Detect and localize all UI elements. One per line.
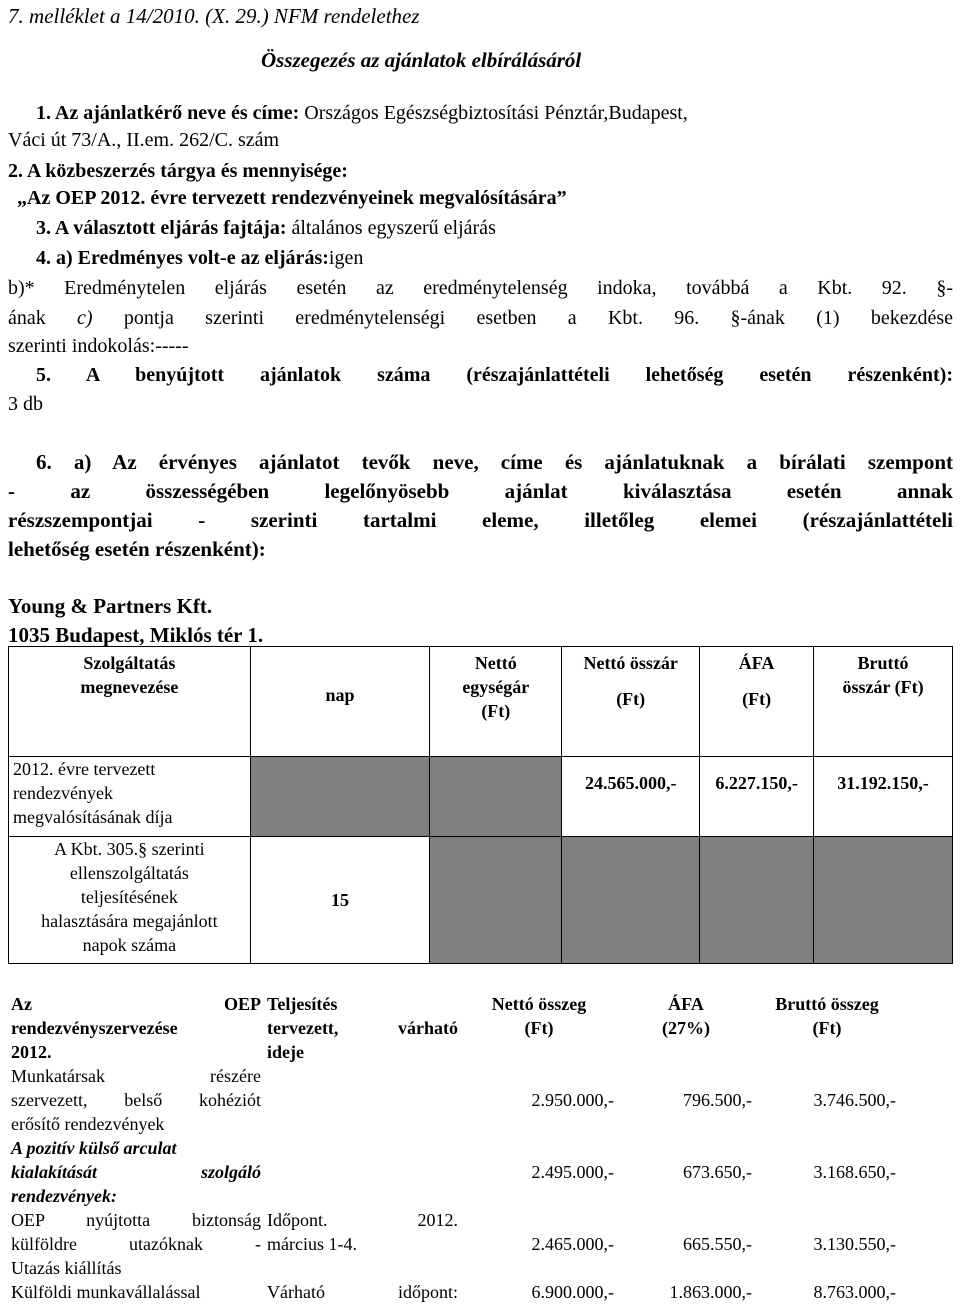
header-gross xyxy=(814,647,953,757)
breakdown-row-image-vat: 673.650,- xyxy=(683,1162,752,1182)
breakdown-header-time-l2b: várható xyxy=(398,1018,458,1038)
row-deferral-unit-shaded xyxy=(430,837,562,964)
breakdown-row-staff-name xyxy=(8,1064,264,1136)
breakdown-header-event-l1 xyxy=(11,992,261,1016)
row-deferral-name xyxy=(9,837,251,964)
breakdown-row-foreign-l1: Külföldi munkavállalással xyxy=(11,1282,201,1302)
item-4a-value: igen xyxy=(328,247,364,269)
row-fee-name-l2: rendezvények xyxy=(13,783,113,803)
breakdown-header-time-l3: ideje xyxy=(267,1042,304,1062)
breakdown-header-vat-l2: (27%) xyxy=(662,1018,710,1038)
breakdown-row-travel-time-l1a: Időpont. xyxy=(267,1210,328,1230)
item-2-label: 2. A közbeszerzés tárgya és mennyisége: xyxy=(8,160,348,182)
item-3-value: általános egyszerű eljárás xyxy=(286,217,496,239)
breakdown-row-travel-time-l1 xyxy=(267,1208,458,1232)
row-fee-name xyxy=(9,757,251,837)
header-day-text: nap xyxy=(325,685,355,705)
header-unit-l2: egységár xyxy=(462,677,530,697)
breakdown-row-image-gross: 3.168.650,- xyxy=(813,1162,896,1182)
breakdown-row-foreign-time-l1a: Várható xyxy=(267,1282,325,1302)
breakdown-row-staff-time xyxy=(264,1064,461,1136)
breakdown-row-image-l2: kialakítását szolgáló xyxy=(11,1162,261,1182)
item-6-line-4: lehetőség esetén részenként): xyxy=(8,537,266,561)
breakdown-header-net-l1: Nettó összeg xyxy=(491,994,587,1014)
item-4b-line-2-b: pontja szerinti eredménytelenségi esetben a Kbt. 96. §-ának (1) bekezdése xyxy=(92,307,953,329)
breakdown-row-image-l1: A pozitív külső arculat xyxy=(11,1138,177,1158)
header-vat-l2: (Ft) xyxy=(742,689,772,709)
breakdown-row-travel-l2: külföldre utazóknak - xyxy=(11,1234,261,1254)
breakdown-row-foreign-net: 6.900.000,- xyxy=(531,1282,614,1302)
row-deferral-days: 15 xyxy=(250,837,430,964)
offer-table-row-deferral xyxy=(9,837,953,964)
breakdown-header-spacer xyxy=(899,992,953,1064)
breakdown-header-gross xyxy=(755,992,899,1064)
breakdown-header-time xyxy=(264,992,461,1064)
offer-table-header-row xyxy=(9,647,953,757)
annex-reference: 7. melléklet a 14/2010. (X. 29.) NFM rendelethez xyxy=(8,4,420,28)
item-1-line xyxy=(36,100,688,127)
item-4b-line-2 xyxy=(8,305,953,332)
breakdown-header-event-l1b: OEP xyxy=(223,994,261,1014)
item-1-value: Országos Egészségbiztosítási Pénztár,Budapest, xyxy=(299,102,688,124)
breakdown-header-net xyxy=(461,992,617,1064)
item-4a-label: 4. a) Eredményes volt-e az eljárás: xyxy=(36,247,329,269)
breakdown-row-foreign-name xyxy=(8,1280,264,1304)
header-gross-l1: Bruttó xyxy=(857,653,909,673)
breakdown-row-foreign-spacer xyxy=(899,1280,953,1304)
header-service xyxy=(9,647,251,757)
breakdown-header-vat-l1: ÁFA xyxy=(668,994,704,1014)
row-deferral-name-l1: A Kbt. 305.§ szerinti xyxy=(54,839,205,859)
offer-table-row-fee xyxy=(9,757,953,837)
document-title: Összegezés az ajánlatok elbírálásáról xyxy=(261,48,582,72)
breakdown-row-travel-l1: OEP nyújtotta biztonság xyxy=(11,1210,261,1230)
breakdown-header-gross-l2: (Ft) xyxy=(812,1018,842,1038)
row-deferral-vat-shaded xyxy=(700,837,814,964)
item-2-value-text: „Az OEP 2012. évre tervezett rendezvényeinek megvalósítására” xyxy=(17,187,567,209)
row-fee-unit-shaded xyxy=(430,757,562,837)
row-deferral-name-l3: teljesítésének xyxy=(80,887,178,907)
item-6-line-2: - az összességében legelőnyösebb ajánlat kiválasztása esetén annak xyxy=(8,479,953,503)
breakdown-header-time-l2a: tervezett, xyxy=(267,1018,339,1038)
breakdown-row-image-l3: rendezvények: xyxy=(11,1186,117,1206)
breakdown-row-staff-l1: Munkatársak részére xyxy=(11,1066,261,1086)
bidder-name: Young & Partners Kft. xyxy=(8,594,213,618)
item-4b-point-c: c) xyxy=(77,307,93,329)
breakdown-row-staff-vat: 796.500,- xyxy=(683,1090,752,1110)
row-fee-vat: 6.227.150,- xyxy=(700,757,814,837)
breakdown-row-travel-net: 2.465.000,- xyxy=(531,1234,614,1254)
breakdown-row-travel-name xyxy=(8,1208,264,1280)
row-deferral-net-shaded xyxy=(562,837,700,964)
row-deferral-name-l5: napok száma xyxy=(82,935,177,955)
breakdown-header-row xyxy=(8,992,953,1064)
item-1-label: 1. Az ajánlatkérő neve és címe: xyxy=(36,102,300,124)
item-5-value: 3 db xyxy=(8,393,43,415)
header-vat-l1: ÁFA xyxy=(738,653,775,673)
breakdown-row-staff-net: 2.950.000,- xyxy=(531,1090,614,1110)
row-fee-name-l3: megvalósításának díja xyxy=(13,807,173,827)
item-6-line-1: 6. a) Az érvényes ajánlatot tevők neve, címe és ajánlatuknak a bírálati szempont xyxy=(36,450,953,474)
breakdown-row-travel-time-l1b: 2012. xyxy=(417,1210,458,1230)
breakdown-row-image-time xyxy=(264,1136,461,1208)
row-deferral-name-l2: ellenszolgáltatás xyxy=(69,863,189,883)
breakdown-row-staff-l2: szervezett, belső kohéziót xyxy=(11,1090,261,1110)
breakdown-header-net-l2: (Ft) xyxy=(524,1018,554,1038)
row-deferral-gross-shaded xyxy=(814,837,953,964)
row-fee-day-shaded xyxy=(250,757,430,837)
row-fee-gross: 31.192.150,- xyxy=(814,757,953,837)
breakdown-row-image-net: 2.495.000,- xyxy=(531,1162,614,1182)
breakdown-row-image xyxy=(8,1136,953,1208)
bidder-address: 1035 Budapest, Miklós tér 1. xyxy=(8,623,264,647)
item-5-label: 5. A benyújtott ajánlatok száma (részajánlattételi lehetőség esetén részenként): xyxy=(36,364,953,386)
breakdown-header-event-l3: 2012. xyxy=(11,1042,52,1062)
header-net-l1: Nettó összár xyxy=(583,653,678,673)
item-4b-line-2-a: ának xyxy=(8,307,78,329)
breakdown-header-vat xyxy=(617,992,755,1064)
item-4a-line xyxy=(36,245,363,272)
event-breakdown-table xyxy=(8,992,953,1304)
header-net-l2: (Ft) xyxy=(616,689,646,709)
breakdown-row-travel-time xyxy=(264,1208,461,1280)
breakdown-header-gross-l1: Bruttó összeg xyxy=(775,994,879,1014)
breakdown-row-foreign-gross: 8.763.000,- xyxy=(813,1282,896,1302)
header-net-total xyxy=(562,647,700,757)
row-fee-net: 24.565.000,- xyxy=(562,757,700,837)
breakdown-row-travel-spacer xyxy=(899,1208,953,1280)
row-fee-name-l1: 2012. évre tervezett xyxy=(13,759,156,779)
header-vat xyxy=(700,647,814,757)
breakdown-row-foreign-time-l1b: időpont: xyxy=(397,1282,458,1302)
breakdown-row-foreign-vat: 1.863.000,- xyxy=(669,1282,752,1302)
breakdown-row-staff-spacer xyxy=(899,1064,953,1136)
header-unit-l1: Nettó xyxy=(474,653,517,673)
item-4b-line-1: b)* Eredménytelen eljárás esetén az eredménytelenség indoka, továbbá a Kbt. 92. §- xyxy=(8,277,953,299)
item-1-value-cont: Váci út 73/A., II.em. 262/C. szám xyxy=(8,129,280,151)
breakdown-row-travel-l3: Utazás kiállítás xyxy=(11,1258,122,1278)
breakdown-row-travel-vat: 665.550,- xyxy=(683,1234,752,1254)
breakdown-header-event-l1a: Az xyxy=(11,994,32,1014)
breakdown-row-foreign xyxy=(8,1280,953,1304)
header-unit-price xyxy=(430,647,562,757)
breakdown-header-time-l2 xyxy=(267,1016,458,1040)
breakdown-header-event-l2: rendezvényszervezése xyxy=(11,1018,178,1038)
breakdown-header-event xyxy=(8,992,264,1064)
item-3-label: 3. A választott eljárás fajtája: xyxy=(36,217,287,239)
header-day xyxy=(250,647,430,757)
breakdown-row-travel-time-l2: március 1-4. xyxy=(267,1234,357,1254)
breakdown-row-staff xyxy=(8,1064,953,1136)
breakdown-row-foreign-time-l1 xyxy=(267,1280,458,1304)
header-service-l2: megnevezése xyxy=(80,677,179,697)
row-deferral-name-l4: halasztására megajánlott xyxy=(41,911,218,931)
item-4b-line-3: szerinti indokolás:----- xyxy=(8,335,189,357)
header-gross-l2: összár (Ft) xyxy=(842,677,924,697)
header-service-l1: Szolgáltatás xyxy=(83,653,176,673)
breakdown-header-time-l1: Teljesítés xyxy=(267,994,338,1014)
breakdown-row-foreign-time xyxy=(264,1280,461,1304)
breakdown-row-travel-gross: 3.130.550,- xyxy=(813,1234,896,1254)
breakdown-row-image-name xyxy=(8,1136,264,1208)
item-3-line xyxy=(36,215,496,242)
breakdown-row-travel xyxy=(8,1208,953,1280)
breakdown-row-image-spacer xyxy=(899,1136,953,1208)
offer-table xyxy=(8,646,953,964)
header-unit-l3: (Ft) xyxy=(481,701,511,721)
item-6-line-3: részszempontjai - szerinti tartalmi eleme, illetőleg elemei (részajánlattételi xyxy=(8,508,953,532)
breakdown-row-staff-gross: 3.746.500,- xyxy=(813,1090,896,1110)
breakdown-row-staff-l3: erősítő rendezvények xyxy=(11,1114,165,1134)
item-2-value xyxy=(17,185,567,212)
